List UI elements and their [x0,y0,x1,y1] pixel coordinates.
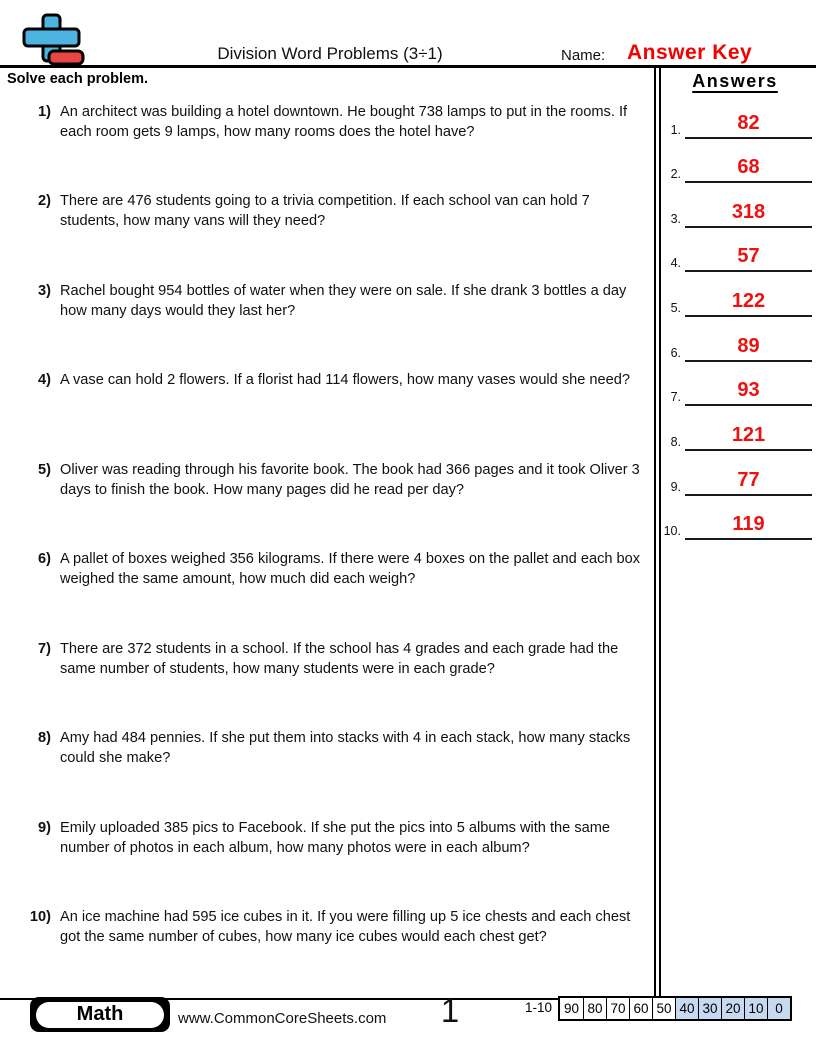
problem-text: There are 476 students going to a trivia competition. If each school van can hold 7 students, how many vans will they need? [60,193,590,229]
problem-text: An architect was building a hotel downtown. He bought 738 lamps to put in the rooms. If each room gets 9 lamps, how many rooms does the hotel have? [60,104,628,140]
problem-number: 2) [38,193,51,209]
score-table [558,996,792,1021]
score-cell: 60 [629,998,652,1019]
answer-line [685,335,812,362]
header-rule [0,65,816,68]
answer-row-3 [652,201,812,228]
problem-number: 10) [29,909,51,925]
problem-text: There are 372 students in a school. If the school has 4 grades and each grade had the same number of students, how many students were in each grade? [60,641,619,677]
math-badge-label: Math [36,1002,164,1028]
answer-line [685,379,812,406]
score-cell: 20 [721,998,744,1019]
score-cell: 50 [652,998,675,1019]
answer-number: 7. [670,390,681,404]
problem-item-7 [0,640,649,679]
problem-number: 6) [38,551,51,567]
problem-item-1 [0,103,649,142]
problem-number: 4) [38,372,51,388]
answer-key-value: Answer Key [627,41,753,64]
answer-number: 3. [670,212,681,226]
score-cell: 10 [744,998,767,1019]
problem-text: A pallet of boxes weighed 356 kilograms. If there were 4 boxes on the pallet and each box weighed the same amount, how much did each weigh? [60,551,641,587]
answer-number: 5. [670,301,681,315]
score-cell: 90 [560,998,583,1019]
problem-number: 1) [38,104,51,120]
answer-row-10 [652,513,812,540]
answer-value: 119 [732,513,765,535]
website-url: www.CommonCoreSheets.com [178,1010,387,1027]
answer-number: 6. [670,346,681,360]
answer-number: 8. [670,435,681,449]
problem-item-4 [0,371,649,391]
score-cell: 80 [583,998,606,1019]
worksheet-title: Division Word Problems (3÷1) [217,44,443,63]
math-badge [30,997,170,1032]
answer-number: 10. [663,524,681,538]
answer-line [685,513,812,540]
answers-title: Answers [692,71,778,91]
problem-item-3 [0,282,649,321]
score-cell: 70 [606,998,629,1019]
answer-row-8 [652,424,812,451]
answer-line [685,112,812,139]
problem-item-10 [0,908,649,947]
answer-line [685,424,812,451]
problem-text: Emily uploaded 385 pics to Facebook. If she put the pics into 5 albums with the same number of photos in each album, how many photos were in each album? [60,820,611,856]
answer-value: 68 [737,156,760,178]
score-cell: 40 [675,998,698,1019]
answer-line [685,290,812,317]
problem-text: Amy had 484 pennies. If she put them into stacks with 4 in each stack, how many stacks could she make? [60,730,631,766]
answer-row-1 [652,112,812,139]
answer-value: 121 [731,424,766,446]
answer-number: 4. [670,256,681,270]
answer-number: 9. [670,480,681,494]
problem-item-8 [0,729,649,768]
problem-number: 3) [38,283,51,299]
answer-row-6 [652,335,812,362]
problem-text: Rachel bought 954 bottles of water when they were on sale. If she drank 3 bottles a day how many days would they last her? [60,283,627,319]
problem-text: A vase can hold 2 flowers. If a florist had 114 flowers, how many vases would she need? [60,372,631,388]
answer-line [685,156,812,183]
problem-number: 5) [38,462,51,478]
answer-line [685,201,812,228]
answer-value: 318 [731,201,766,223]
answer-value: 93 [737,379,760,401]
problem-number: 8) [38,730,51,746]
answer-row-7 [652,379,812,406]
answer-row-4 [652,245,812,272]
problem-text: An ice machine had 595 ice cubes in it. If you were filling up 5 ice chests and each chest got the same number of cubes, how many ice cubes would each chest get? [60,909,631,945]
answer-value: 57 [737,245,760,267]
plus-minus-logo-icon [19,13,85,67]
answer-value: 77 [737,469,760,491]
answer-value: 89 [737,335,760,357]
score-cell: 0 [767,998,790,1019]
name-label: Name: [561,47,606,64]
score-cell: 30 [698,998,721,1019]
problem-item-2 [0,192,649,231]
problem-number: 7) [38,641,51,657]
answer-row-9 [652,469,812,496]
problem-item-5 [0,461,649,500]
answer-line [685,245,812,272]
answer-number: 1. [670,123,681,137]
answer-row-2 [652,156,812,183]
problem-text: Oliver was reading through his favorite book. The book had 366 pages and it took Oliver 3 days to finish the book. How many pages did he read per day? [60,462,640,498]
answer-line [685,469,812,496]
page-number: 1 [440,992,460,1029]
answer-value: 82 [737,112,760,134]
problem-item-6 [0,550,649,589]
problem-item-9 [0,819,649,858]
answer-number: 2. [670,167,681,181]
answer-row-5 [652,290,812,317]
problem-number: 9) [38,820,51,836]
instructions-text: Solve each problem. [7,71,149,87]
answer-value: 122 [731,290,766,312]
score-range-label: 1-10 [524,1000,552,1015]
